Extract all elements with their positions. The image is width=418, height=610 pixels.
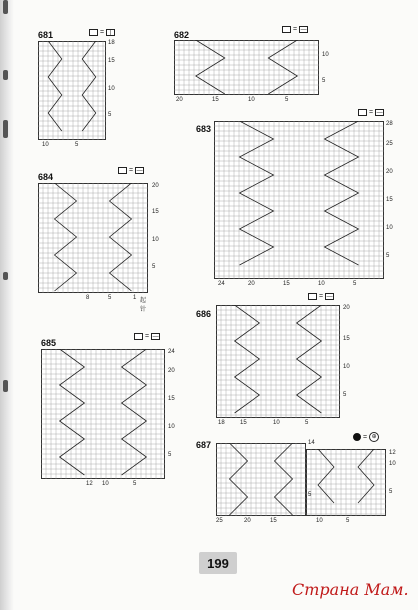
grid-lines (216, 305, 340, 418)
col-label: 20 (176, 97, 183, 103)
row-label: 10 (152, 237, 159, 243)
stitch-legend: = ⊕ (353, 432, 379, 442)
chart-grid (174, 40, 319, 95)
row-label: 10 (322, 52, 329, 58)
pattern-number: 684 (38, 172, 54, 182)
row-label: 10 (386, 225, 393, 231)
col-label: 20 (244, 518, 251, 524)
watermark-text: Страна Мам (292, 580, 404, 599)
col-label: 5 (108, 295, 112, 301)
grid-lines (214, 121, 384, 279)
page-gutter (0, 0, 14, 610)
empty-cell-symbol (308, 293, 317, 300)
col-label: 5 (75, 142, 79, 148)
col-label: 5 (285, 97, 289, 103)
stitch-legend: = | (89, 29, 115, 36)
stitch-legend: = — (358, 109, 384, 116)
binding-mark (3, 272, 8, 280)
row-label: 28 (386, 121, 393, 127)
row-label: 20 (152, 183, 159, 189)
col-label: 15 (212, 97, 219, 103)
row-label: 10 (343, 364, 350, 370)
col-label: 12 (86, 481, 93, 487)
binding-mark (3, 0, 8, 14)
cast-on-note: 起针 (140, 298, 147, 313)
row-label: 5 (322, 78, 326, 84)
row-label: 25 (386, 141, 393, 147)
row-label: 15 (108, 58, 115, 64)
purl-symbol: — (136, 167, 143, 174)
binding-mark (3, 380, 8, 392)
pattern-number: 686 (196, 309, 212, 319)
row-label: 15 (386, 197, 393, 203)
chart-grid (38, 183, 148, 293)
purl-symbol: — (300, 26, 307, 33)
grid-lines (38, 183, 148, 293)
row-label: 5 (152, 264, 156, 270)
col-label: 10 (42, 142, 49, 148)
purl-symbol: — (326, 293, 333, 300)
grid-lines (216, 443, 306, 516)
row-label: 15 (343, 336, 350, 342)
row-label: 10 (168, 424, 175, 430)
empty-cell-symbol (282, 26, 291, 33)
col-label: 20 (248, 281, 255, 287)
col-label: 8 (86, 295, 90, 301)
col-label: 24 (218, 281, 225, 287)
chart-grid (41, 349, 165, 479)
col-label: 15 (240, 420, 247, 426)
row-label: 5 (389, 489, 393, 495)
row-label: 10 (108, 86, 115, 92)
binding-mark (3, 70, 8, 80)
pattern-number: 681 (38, 30, 54, 40)
chart-grid (216, 305, 340, 418)
purl-symbol: — (152, 333, 159, 340)
page-number (199, 552, 237, 574)
pattern-number: 683 (196, 124, 212, 134)
row-label: 5 (168, 452, 172, 458)
row-label: 15 (168, 396, 175, 402)
binding-mark (3, 120, 8, 138)
row-label: 5 (343, 392, 347, 398)
pattern-number: 687 (196, 440, 212, 450)
grid-lines (41, 349, 165, 479)
chart-grid (38, 41, 106, 140)
col-label: 5 (133, 481, 137, 487)
row-label: 5 (386, 253, 390, 259)
row-label: 12 (389, 450, 396, 456)
chart-grid-left (216, 443, 306, 516)
stitch-legend: = — (134, 333, 160, 340)
empty-cell-symbol (89, 29, 98, 36)
col-label: 10 (318, 281, 325, 287)
pattern-number: 682 (174, 30, 190, 40)
chart-grid (214, 121, 384, 279)
row-label: 18 (108, 40, 115, 46)
col-label: 5 (346, 518, 350, 524)
row-label: 5 (108, 112, 112, 118)
site-watermark: Страна Мам. (292, 580, 409, 599)
empty-cell-symbol (118, 167, 127, 174)
bobble-stitch-symbol: ⊕ (369, 432, 379, 442)
row-label: 24 (168, 349, 175, 355)
row-label: 20 (168, 368, 175, 374)
col-label: 10 (316, 518, 323, 524)
row-label: 10 (389, 461, 396, 467)
col-label: 5 (305, 420, 309, 426)
empty-cell-symbol (358, 109, 367, 116)
purl-symbol: — (376, 109, 383, 116)
row-label: 20 (343, 305, 350, 311)
row-label: 5 (308, 492, 312, 498)
purl-symbol: | (106, 29, 115, 36)
stitch-legend: = — (118, 167, 144, 174)
col-label: 15 (270, 518, 277, 524)
col-label: 5 (353, 281, 357, 287)
grid-lines (174, 40, 319, 95)
col-label: 15 (283, 281, 290, 287)
bobble-symbol (353, 433, 361, 441)
stitch-legend: = — (308, 293, 334, 300)
row-label: 14 (308, 440, 315, 446)
col-label: 10 (102, 481, 109, 487)
row-label: 20 (386, 169, 393, 175)
stitch-legend: = — (282, 26, 308, 33)
empty-cell-symbol (134, 333, 143, 340)
col-label: 25 (216, 518, 223, 524)
col-label: 18 (218, 420, 225, 426)
grid-lines (306, 449, 386, 516)
grid-lines (38, 41, 106, 140)
chart-grid-right (306, 449, 386, 516)
page-number-text: 199 (207, 555, 229, 571)
col-label: 10 (273, 420, 280, 426)
col-label: 1 (133, 295, 137, 301)
col-label: 10 (248, 97, 255, 103)
row-label: 15 (152, 209, 159, 215)
pattern-number: 685 (41, 338, 57, 348)
